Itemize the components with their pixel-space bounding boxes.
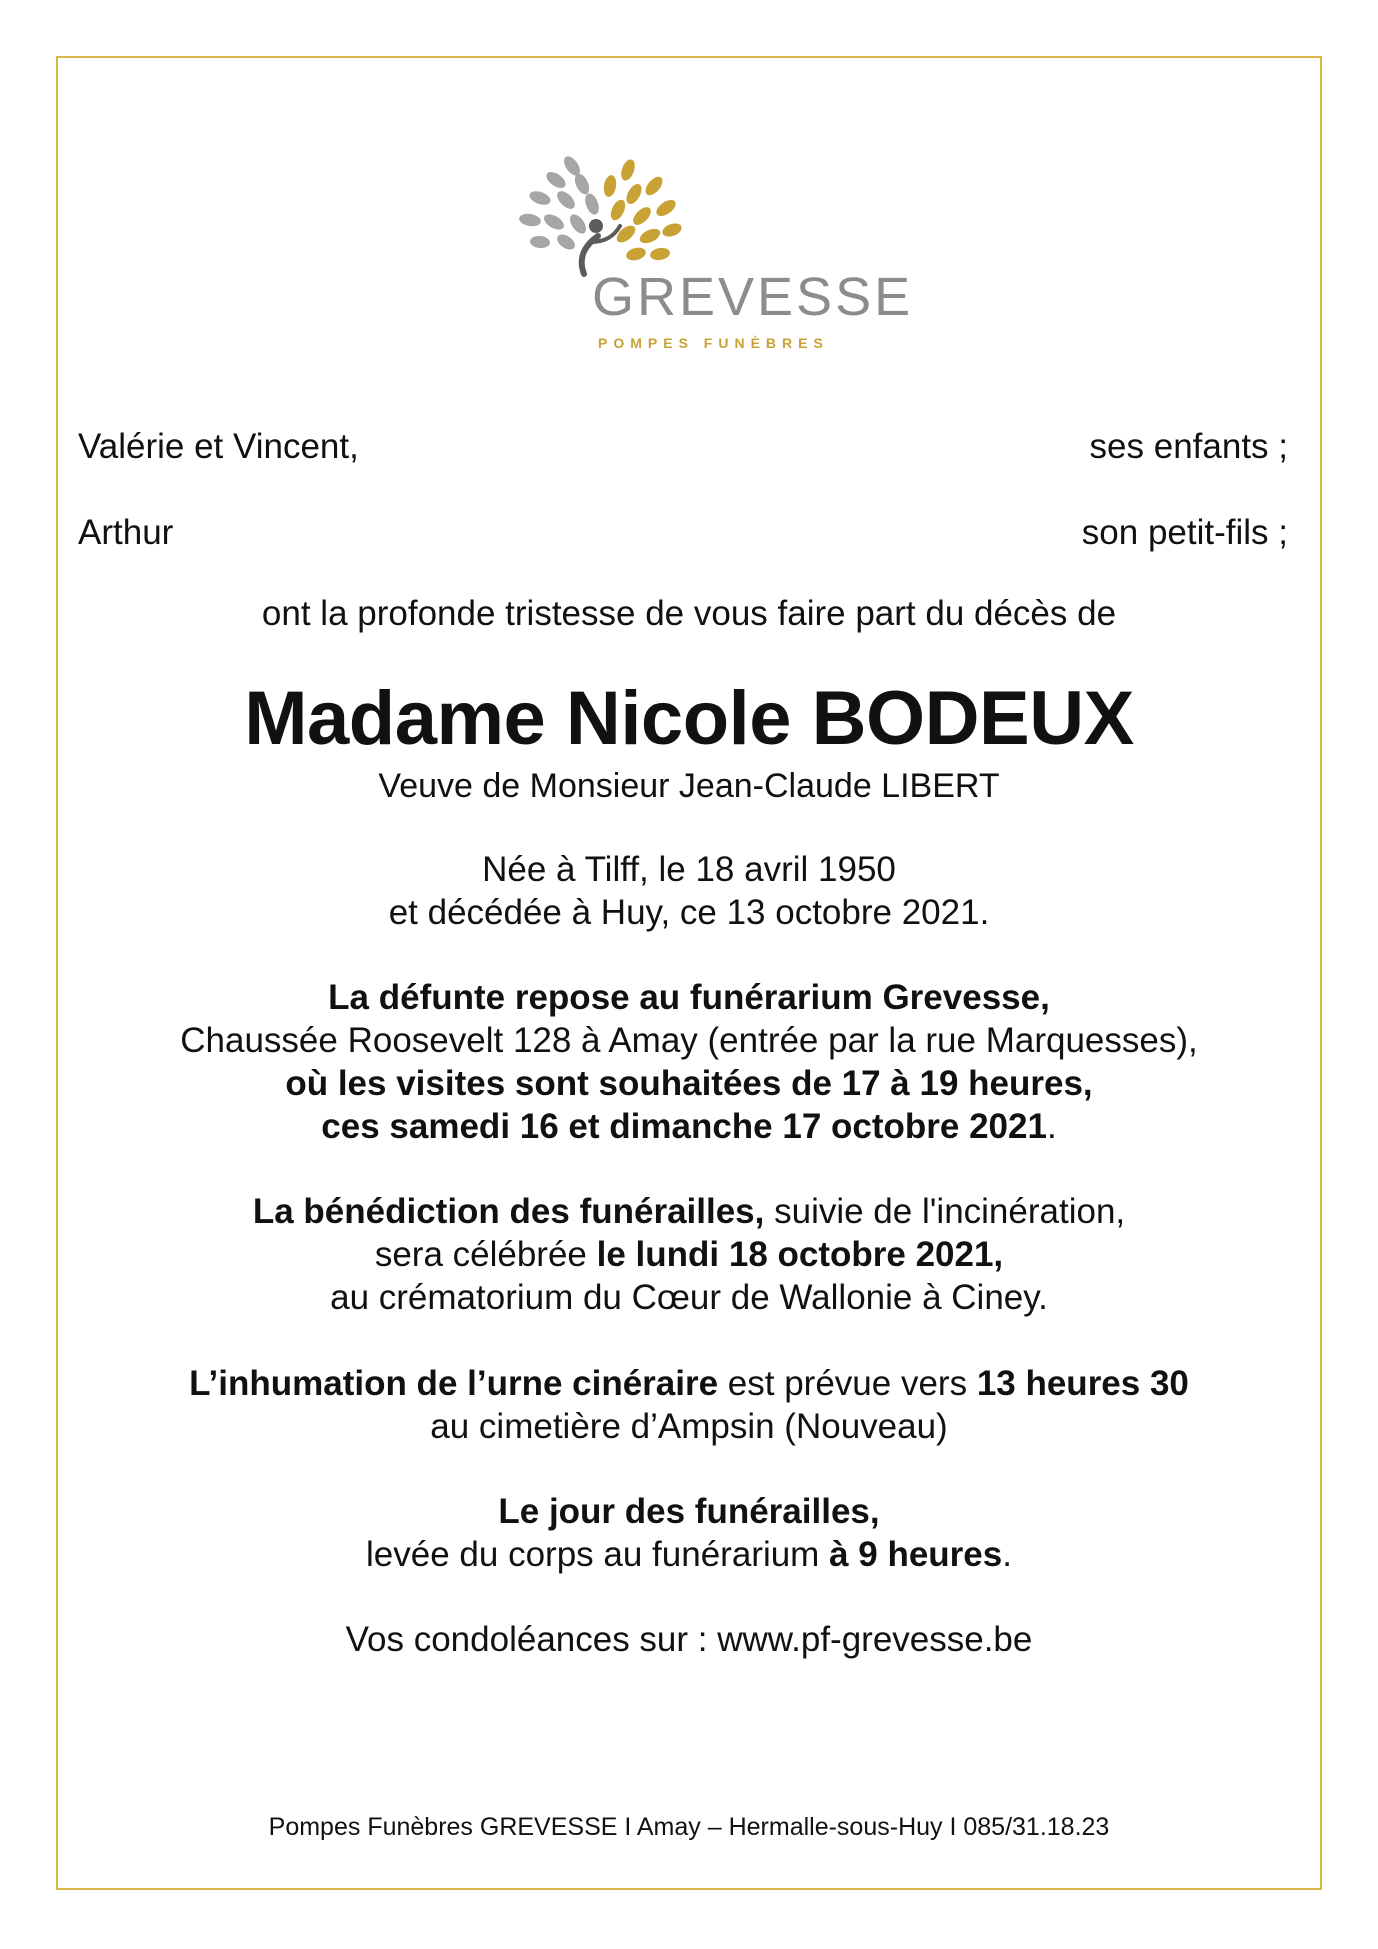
visit-dates-line	[78, 1105, 1300, 1148]
visit-dates: ces samedi 16 et dimanche 17 octobre 2021	[321, 1107, 1047, 1146]
grevesse-logo	[510, 150, 914, 360]
death-line: et décédée à Huy, ce 13 octobre 2021.	[388, 893, 990, 932]
burial-place: au cimetière d’Ampsin (Nouveau)	[430, 1407, 948, 1446]
funeral-day-time: à 9 heures	[829, 1535, 1003, 1574]
visits-line: où les visites sont souhaitées de 17 à 19 heures,	[285, 1064, 1093, 1103]
logo-tagline: POMPES FUNÈBRES	[598, 335, 829, 351]
family-row	[78, 427, 1288, 467]
spouse-line: Veuve de Monsieur Jean-Claude LIBERT	[378, 767, 1000, 805]
funeral-day-line-2	[78, 1533, 1300, 1576]
rest-line: La défunte repose au funérarium Grevesse,	[328, 978, 1050, 1017]
funeral-day-title: Le jour des funérailles,	[498, 1492, 880, 1531]
burial-mid: est prévue vers	[718, 1364, 977, 1403]
ceremony-line-1	[78, 1190, 1300, 1233]
ceremony-title: La bénédiction des funérailles,	[252, 1192, 765, 1231]
burial-title: L’inhumation de l’urne cinéraire	[189, 1364, 719, 1403]
ceremony-date: le lundi 18 octobre 2021,	[596, 1235, 1004, 1274]
address-line: Chaussée Roosevelt 128 à Amay (entrée par la rue Marquesses),	[180, 1021, 1198, 1060]
family-member-name: Arthur	[78, 513, 174, 552]
birth-line: Née à Tilff, le 18 avril 1950	[482, 850, 896, 889]
ceremony-note: suivie de l'incinération,	[764, 1192, 1126, 1231]
family-member-name: Valérie et Vincent,	[78, 427, 359, 466]
ceremony-line-2	[78, 1233, 1300, 1276]
visit-dates-end: .	[1046, 1107, 1057, 1146]
logo-wordmark: GREVESSE	[592, 267, 914, 327]
family-row	[78, 513, 1288, 553]
family-relation: ses enfants ;	[1089, 427, 1288, 466]
ceremony-pre: sera célébrée	[374, 1235, 597, 1274]
tree-person-icon	[510, 150, 870, 280]
condolences-link[interactable]: Vos condoléances sur : www.pf-grevesse.be	[345, 1620, 1033, 1659]
funeral-day-pre: levée du corps au funérarium	[366, 1535, 830, 1574]
ceremony-place: au crématorium du Cœur de Wallonie à Ciney.	[330, 1278, 1048, 1317]
deceased-name: Madame Nicole BODEUX	[244, 676, 1134, 761]
family-relation: son petit-fils ;	[1081, 513, 1288, 552]
ceremony-block	[78, 1190, 1300, 1319]
funeral-day-block	[78, 1490, 1300, 1576]
burial-line-1	[78, 1362, 1300, 1405]
rest-block	[78, 976, 1300, 1148]
burial-block	[78, 1362, 1300, 1448]
funeral-day-end: .	[1002, 1535, 1012, 1574]
burial-time: 13 heures 30	[976, 1364, 1189, 1403]
birth-death-block	[78, 848, 1300, 934]
footer-contact: Pompes Funèbres GREVESSE I Amay – Hermalle-sous-Huy I 085/31.18.23	[268, 1813, 1110, 1841]
announcement-intro: ont la profonde tristesse de vous faire part du décès de	[261, 594, 1117, 633]
